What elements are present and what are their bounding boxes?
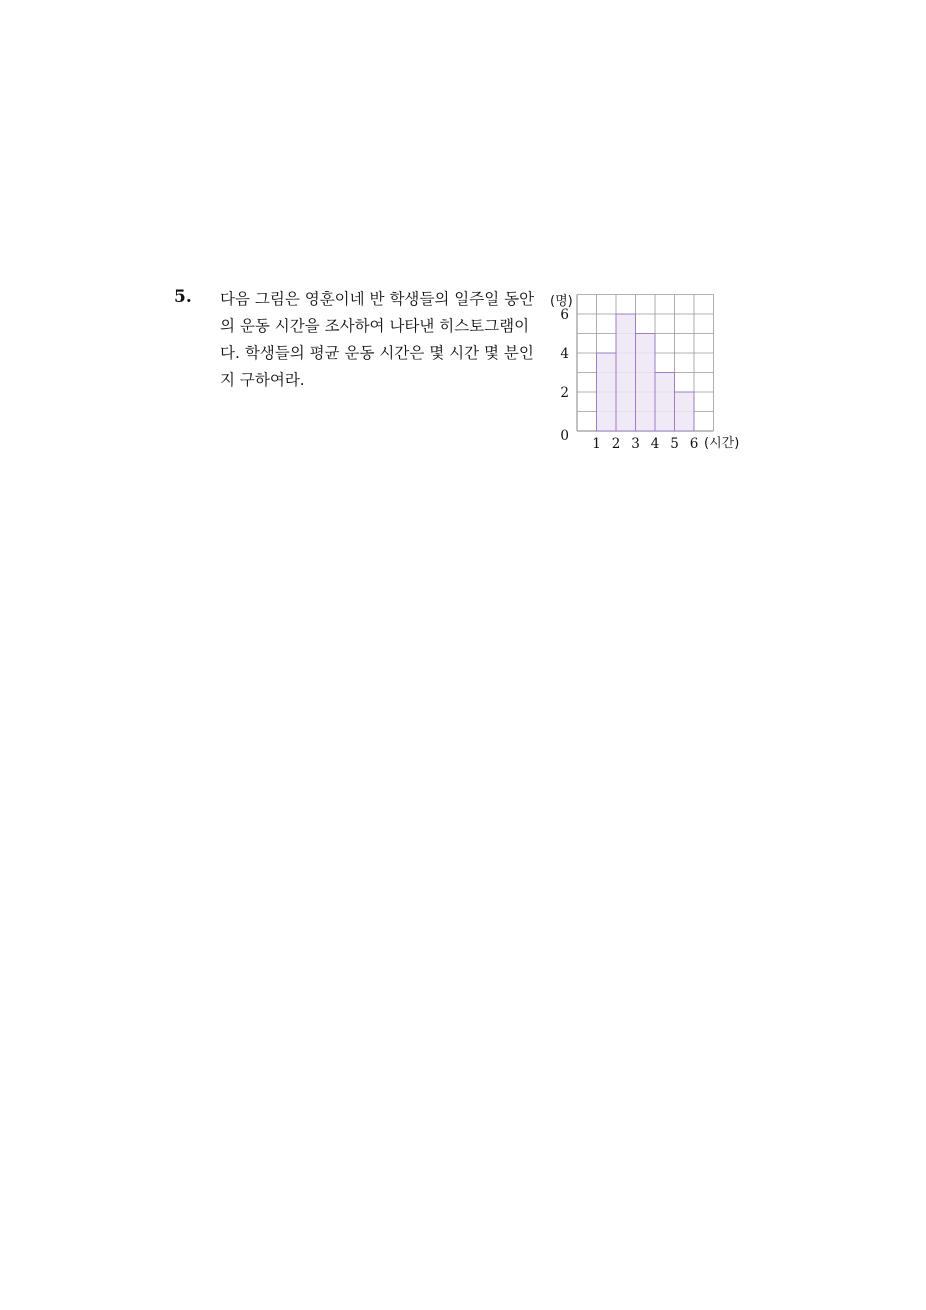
histogram-bar [655,373,675,432]
problem-line: 다음 그림은 영훈이네 반 학생들의 일주일 동안 [220,290,535,308]
histogram-chart [0,0,926,500]
problem-line: 지 구하여라. [220,371,305,389]
x-tick-label: 5 [670,436,679,452]
x-tick-label: 3 [631,436,640,452]
y-tick-label: 2 [560,385,569,401]
x-tick-label: 6 [689,436,699,452]
problem-number: 5. [174,287,192,307]
y-tick-label: 0 [560,428,569,444]
problem-5 [0,0,926,500]
problem-line: 의 운동 시간을 조사하여 나타낸 히스토그램이 [220,317,530,335]
histogram-bar [597,353,617,431]
x-tick-label: 1 [592,436,601,452]
y-tick-label: 4 [560,346,569,362]
histogram-bar [636,334,656,432]
y-axis-label: (명) [550,294,573,309]
histogram-bar [616,314,636,431]
problem-line: 다. 학생들의 평균 운동 시간은 몇 시간 몇 분인 [220,344,534,362]
x-tick-label: 4 [650,436,660,452]
x-axis-label: (시간) [704,436,740,451]
histogram-bar [675,392,695,431]
y-tick-label: 6 [560,307,569,323]
x-tick-label: 2 [611,436,621,452]
